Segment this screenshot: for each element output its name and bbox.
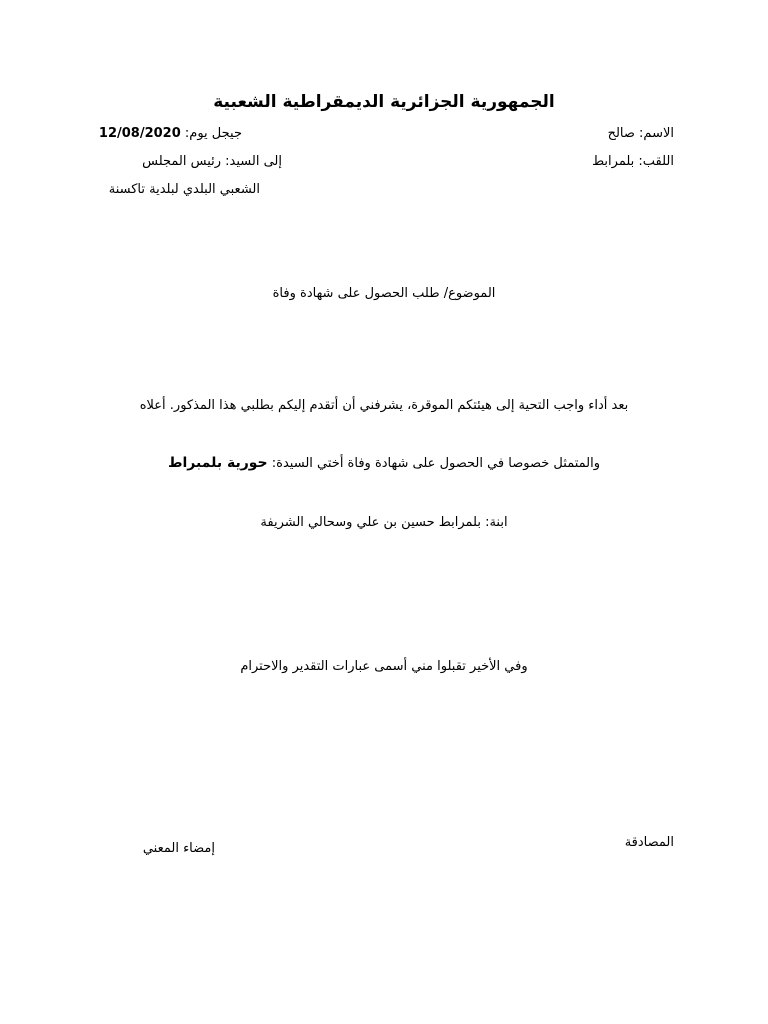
- body-line-2-text: والمتمثل خصوصا في الحصول على شهادة وفاة أختي السيدة:: [271, 456, 601, 471]
- date-line: [99, 126, 242, 142]
- body-line-2: [0, 455, 768, 472]
- closing-line: وفي الأخير تقبلوا مني أسمى عبارات التقدير والاحترام: [240, 659, 528, 674]
- recipient-line-1: إلى السيد: رئيس المجلس: [142, 154, 282, 169]
- signature-label: إمضاء المعني: [142, 841, 215, 856]
- body-line-1: بعد أداء واجب التحية إلى هيئتكم الموقرة، يشرفني أن أتقدم إليكم بطلبي هذا المذكور. أعلاه: [139, 398, 629, 413]
- sister-name: حورية بلمبراط: [167, 455, 268, 471]
- date-prefix: جيجل يوم:: [184, 126, 242, 141]
- body-line-3: ابنة: بلمرابط حسين بن علي وسحالي الشريفة: [260, 515, 508, 530]
- sender-name: الاسم: صالح: [607, 126, 674, 141]
- approval-label: المصادقة: [624, 835, 674, 850]
- date-value: 12/08/2020: [98, 126, 181, 141]
- recipient-line-2: الشعبي البلدي لبلدية تاكسنة: [108, 182, 260, 197]
- sender-surname: اللقب: بلمرابط: [592, 154, 674, 169]
- document-title: الجمهورية الجزائرية الديمقراطية الشعبية: [213, 92, 555, 112]
- subject-line: الموضوع/ طلب الحصول على شهادة وفاة: [272, 286, 496, 301]
